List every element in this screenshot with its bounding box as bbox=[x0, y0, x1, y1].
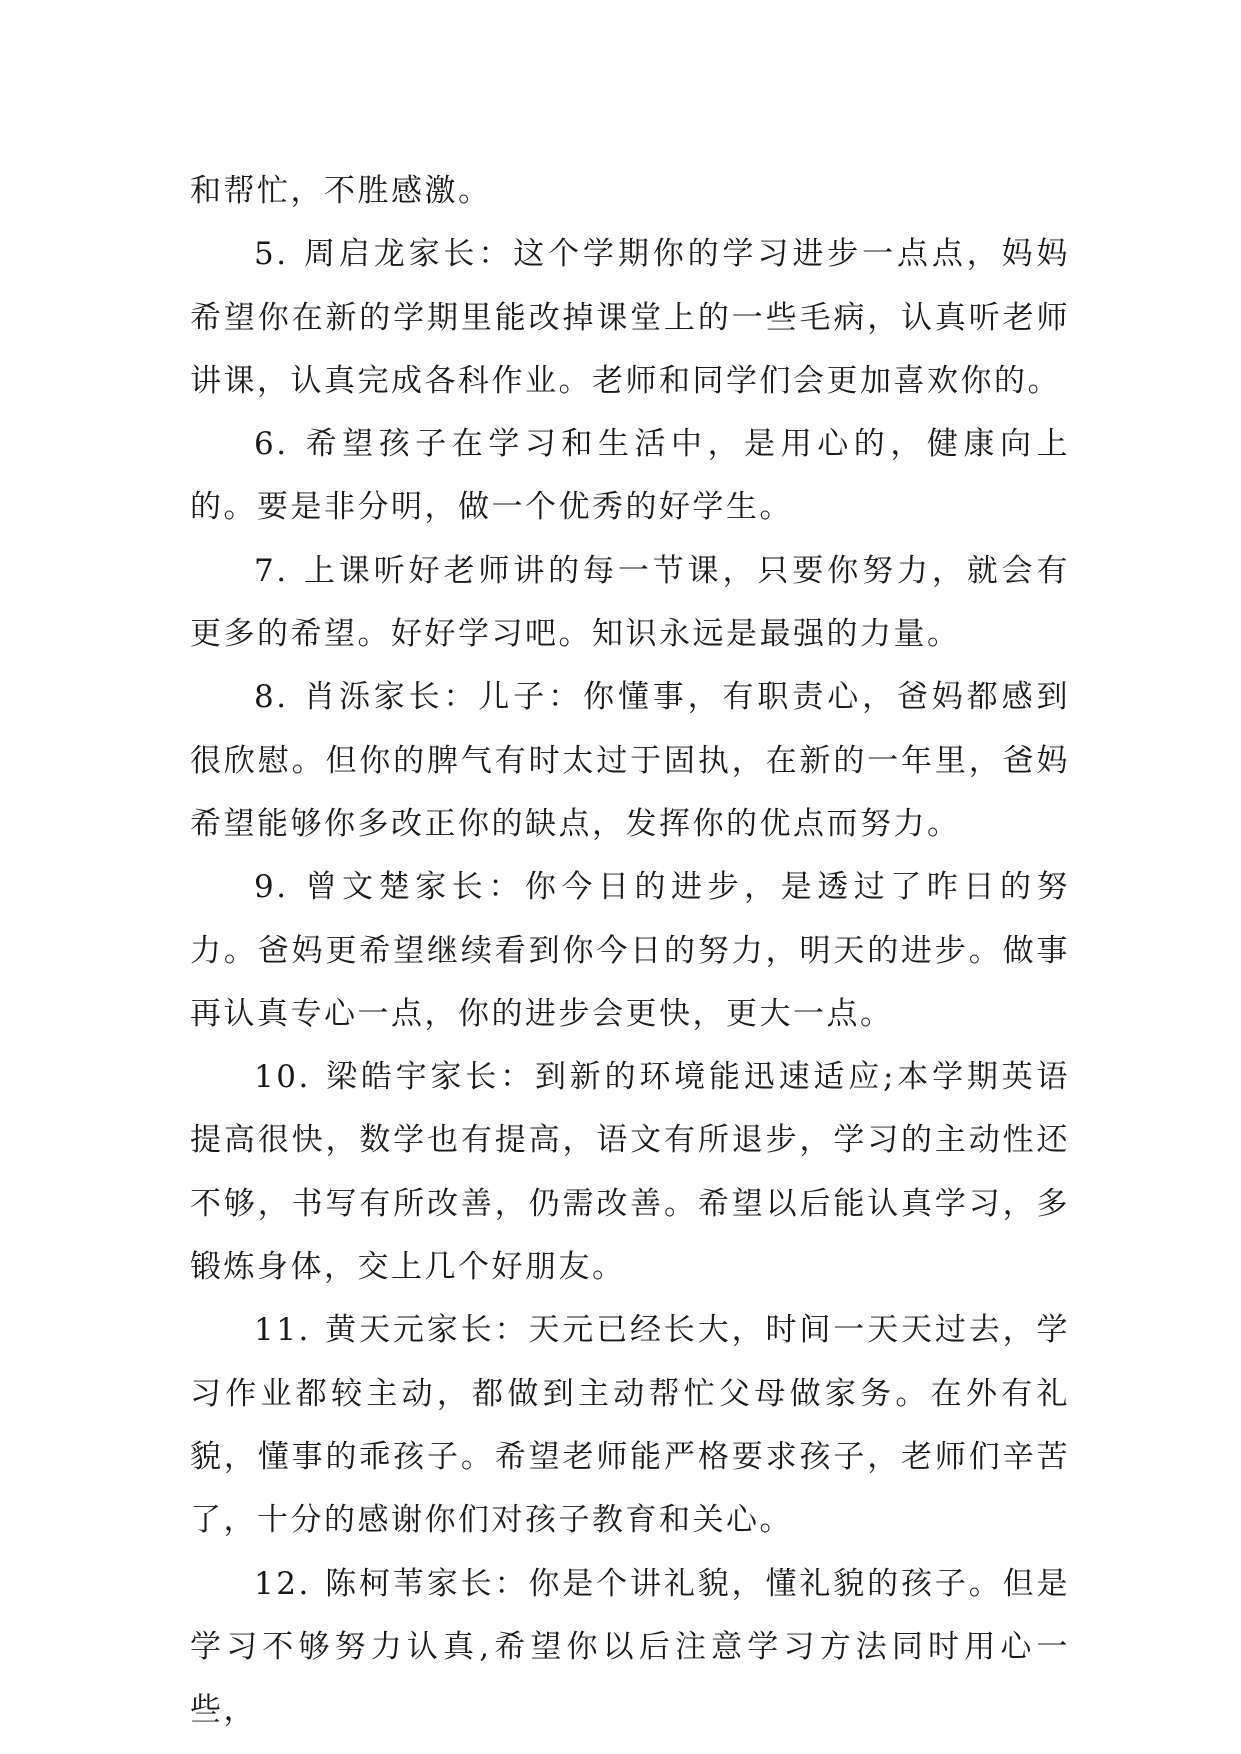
paragraph-number: 7. bbox=[254, 552, 289, 589]
paragraph-number: 6. bbox=[254, 426, 289, 463]
paragraph-number: 12. bbox=[254, 1565, 311, 1602]
paragraph-6 bbox=[190, 413, 1070, 540]
paragraph-text: 陈柯苇家长：你是个讲礼貌，懂礼貌的孩子。但是学习不够努力认真,希望你以后注意学习方法同时用心一些， bbox=[190, 1565, 1070, 1729]
paragraph-9 bbox=[190, 856, 1070, 1046]
paragraph-12 bbox=[190, 1553, 1070, 1743]
paragraph-text: 曾文楚家长：你今日的进步，是透过了昨日的努力。爸妈更希望继续看到你今日的努力，明天的进步。做事再认真专心一点，你的进步会更快，更大一点。 bbox=[190, 869, 1070, 1032]
paragraph-text: 梁皓宇家长：到新的环境能迅速适应;本学期英语提高很快，数学也有提高，语文有所退步，学习的主动性还不够，书写有所改善，仍需改善。希望以后能认真学习，多锻炼身体，交上几个好朋友。 bbox=[190, 1059, 1070, 1286]
paragraph-text: 黄天元家长：天元已经长大，时间一天天过去，学习作业都较主动，都做到主动帮忙父母做家务。在外有礼貌，懂事的乖孩子。希望老师能严格要求孩子，老师们辛苦了，十分的感谢你们对孩子教育和关心。 bbox=[190, 1312, 1070, 1539]
paragraph-number: 10. bbox=[254, 1059, 311, 1096]
paragraph-text: 周启龙家长：这个学期你的学习进步一点点，妈妈希望你在新的学期里能改掉课堂上的一些毛病，认真听老师讲课，认真完成各科作业。老师和同学们会更加喜欢你的。 bbox=[190, 236, 1070, 399]
paragraph-11 bbox=[190, 1299, 1070, 1552]
paragraph-text: 希望孩子在学习和生活中，是用心的，健康向上的。要是非分明，做一个优秀的好学生。 bbox=[190, 426, 1070, 526]
paragraph-5 bbox=[190, 223, 1070, 413]
paragraph-number: 8. bbox=[254, 679, 289, 716]
paragraph-number: 9. bbox=[254, 869, 289, 906]
paragraph-number: 11. bbox=[254, 1312, 311, 1349]
paragraph-7 bbox=[190, 540, 1070, 667]
paragraph-number: 5. bbox=[254, 236, 289, 273]
document-page bbox=[190, 160, 1070, 1742]
paragraph-text: 肖泺家长：儿子：你懂事，有职责心，爸妈都感到很欣慰。但你的脾气有时太过于固执，在新的一年里，爸妈希望能够你多改正你的缺点，发挥你的优点而努力。 bbox=[190, 679, 1070, 842]
paragraph-text: 上课听好老师讲的每一节课，只要你努力，就会有更多的希望。好好学习吧。知识永远是最强的力量。 bbox=[190, 552, 1070, 653]
paragraph-8 bbox=[190, 666, 1070, 856]
paragraph-10 bbox=[190, 1046, 1070, 1299]
paragraph-continuation bbox=[190, 160, 1070, 223]
paragraph-text: 和帮忙，不胜感激。 bbox=[190, 173, 492, 209]
